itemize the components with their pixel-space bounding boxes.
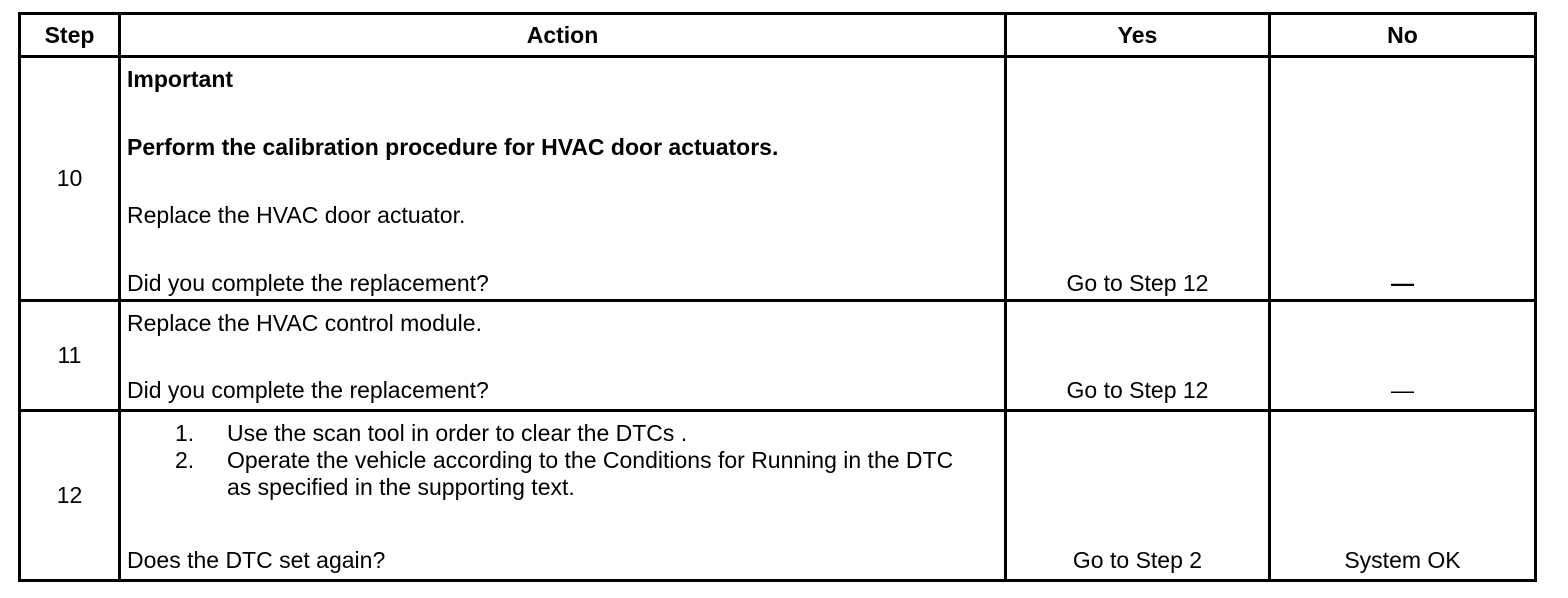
header-action: Action (120, 14, 1006, 57)
header-no: No (1270, 14, 1536, 57)
action-question: Does the DTC set again? (127, 547, 386, 573)
diagnostic-table (18, 12, 1537, 582)
important-label: Important (127, 66, 234, 92)
action-cell (120, 411, 1006, 581)
yes-cell (1006, 57, 1270, 301)
yes-cell (1006, 301, 1270, 411)
action-cell (120, 301, 1006, 411)
no-value: System OK (1344, 547, 1461, 573)
no-value: — (1391, 377, 1414, 403)
procedure-list (121, 420, 967, 501)
action-question: Did you complete the replacement? (127, 377, 489, 403)
action-instruction: Replace the HVAC door actuator. (127, 202, 466, 228)
step-number: 11 (20, 301, 120, 411)
step-number: 12 (20, 411, 120, 581)
important-note: Perform the calibration procedure for HVAC door actuators. (127, 134, 779, 160)
table-row (20, 57, 1536, 301)
list-item (121, 420, 967, 447)
yes-link: Go to Step 2 (1072, 547, 1203, 573)
no-cell (1270, 57, 1536, 301)
action-question: Did you complete the replacement? (127, 270, 489, 296)
header-yes: Yes (1006, 14, 1270, 57)
header-row (20, 14, 1536, 57)
list-item-text: Operate the vehicle according to the Conditions for Running in the DTC as specified in the supporting text. (227, 447, 954, 500)
step-number: 10 (20, 57, 120, 301)
list-item-number: 2. (175, 447, 195, 473)
list-item (121, 447, 967, 501)
no-cell (1270, 301, 1536, 411)
yes-cell (1006, 411, 1270, 581)
table-row (20, 301, 1536, 411)
list-item-number: 1. (175, 420, 195, 446)
no-cell (1270, 411, 1536, 581)
yes-link: Go to Step 12 (1066, 377, 1209, 403)
yes-link: Go to Step 12 (1066, 270, 1209, 296)
list-item-text: Use the scan tool in order to clear the DTCs . (227, 420, 688, 446)
header-step: Step (20, 14, 120, 57)
table-row (20, 411, 1536, 581)
action-cell (120, 57, 1006, 301)
no-value: — (1391, 270, 1414, 296)
action-instruction: Replace the HVAC control module. (127, 310, 482, 336)
